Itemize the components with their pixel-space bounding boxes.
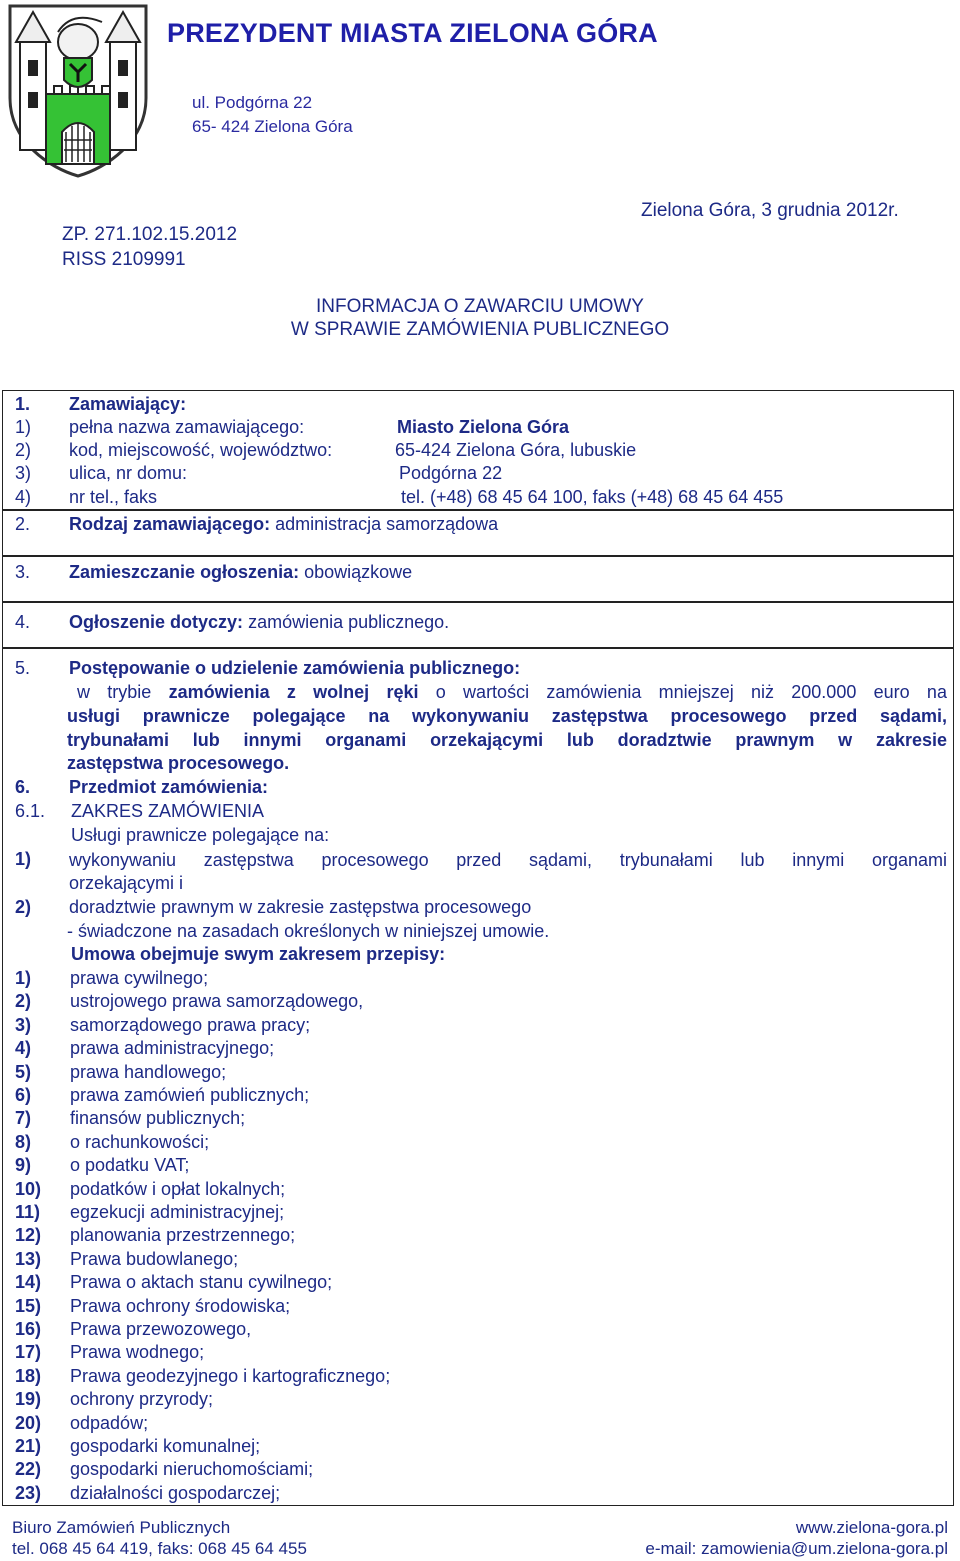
scope-item-label: Prawa przewozowego, <box>70 1319 252 1339</box>
section-1-heading: Zamawiający: <box>69 394 187 414</box>
scope-item-number: 15) <box>15 1295 42 1316</box>
scope-item-number: 20) <box>15 1412 42 1433</box>
scope-list-item <box>3 1435 960 1458</box>
section-5-paragraph-line2: usługi prawnicze polegające na wykonywaniu zastępstwa procesowego przed sądami, <box>67 706 947 726</box>
section-3-box <box>2 556 954 602</box>
footer-phone: tel. 068 45 64 419, faks: 068 45 64 455 <box>12 1539 307 1558</box>
address-street: ul. Podgórna 22 <box>192 93 313 112</box>
scope-item-label: działalności gospodarczej; <box>70 1482 281 1503</box>
scope-item-number: 19) <box>15 1389 42 1410</box>
section-4-number: 4. <box>15 612 31 632</box>
scope-item-number: 1) <box>15 968 32 988</box>
procedure-value: o wartości zamówienia mniejszej niż 200.000 euro na <box>435 682 947 702</box>
section-5-heading: Postępowanie o udzielenie zamówienia publicznego: <box>69 658 521 678</box>
scope-item-number: 8) <box>15 1131 32 1152</box>
service-1-line2: orzekającymi i <box>69 873 184 893</box>
scope-list-item <box>3 967 960 990</box>
scope-item-number: 3) <box>15 1014 32 1035</box>
scope-list-item <box>3 1224 960 1247</box>
scope-heading: Umowa obejmuje swym zakresem przepisy: <box>71 944 446 964</box>
section-2-number: 2. <box>15 514 31 534</box>
scope-item-label: Prawa ochrony środowiska; <box>70 1295 291 1316</box>
section-4-line <box>69 611 449 633</box>
section-5-paragraph-line3: trybunałami lub innymi organami orzekającymi lub doradztwie prawnym w zakresie <box>67 730 947 750</box>
scope-list-item <box>3 1318 960 1341</box>
address-city: 65- 424 Zielona Góra <box>192 117 353 136</box>
section-5-box <box>2 648 954 1506</box>
services-note: - świadczone na zasadach określonych w niniejszej umowie. <box>67 921 550 941</box>
section-2-line <box>69 513 498 535</box>
section-3-line <box>69 561 412 583</box>
scope-item-number: 4) <box>15 1038 32 1059</box>
section-5-paragraph-line4: zastępstwa procesowego. <box>67 753 290 773</box>
section-2-box <box>2 510 954 556</box>
footer-office: Biuro Zamówień Publicznych <box>12 1518 231 1537</box>
section-6-1-number: 6.1. <box>15 801 46 821</box>
scope-item-label: o podatku VAT; <box>70 1155 190 1176</box>
scope-list-item <box>3 1365 960 1388</box>
row-1-number: 1) <box>15 417 32 437</box>
scope-item-label: ustrojowego prawa samorządowego, <box>70 991 364 1012</box>
document-title-line2: W SPRAWIE ZAMÓWIENIA PUBLICZNEGO <box>290 319 670 340</box>
scope-item-label: prawa cywilnego; <box>70 968 209 988</box>
section-3-number: 3. <box>15 562 31 582</box>
scope-list-item <box>3 1271 960 1294</box>
scope-item-label: o rachunkowości; <box>70 1131 210 1152</box>
scope-item-label: gospodarki nieruchomościami; <box>70 1459 314 1480</box>
scope-item-number: 6) <box>15 1085 32 1105</box>
row-3-value: Podgórna 22 <box>399 463 503 483</box>
scope-list-item <box>3 1248 960 1271</box>
reference-zp: ZP. 271.102.15.2012 <box>62 224 238 245</box>
section-2-heading: Rodzaj zamawiającego: <box>69 514 271 534</box>
scope-list-item <box>3 1061 960 1084</box>
row-4-value: tel. (+48) 68 45 64 100, faks (+48) 68 45 64 455 <box>401 487 784 507</box>
row-2-value: 65-424 Zielona Góra, lubuskie <box>395 440 637 460</box>
scope-list-item <box>3 1131 960 1154</box>
scope-list-item <box>3 1084 960 1107</box>
scope-item-label: samorządowego prawa pracy; <box>70 1014 311 1035</box>
service-2-number: 2) <box>15 897 32 917</box>
scope-list-item <box>3 1014 960 1037</box>
scope-item-number: 12) <box>15 1225 42 1246</box>
scope-item-number: 9) <box>15 1155 32 1176</box>
section-4-value: zamówienia publicznego. <box>248 612 450 632</box>
scope-list-item <box>3 1107 960 1130</box>
reference-riss: RISS 2109991 <box>62 249 186 270</box>
section-1-box <box>2 390 954 510</box>
scope-list-item <box>3 1154 960 1177</box>
scope-item-label: Prawa wodnego; <box>70 1342 205 1363</box>
scope-item-label: prawa administracyjnego; <box>70 1038 275 1059</box>
scope-item-label: odpadów; <box>70 1412 149 1433</box>
section-4-heading: Ogłoszenie dotyczy: <box>69 612 244 632</box>
scope-list-item <box>3 1458 960 1481</box>
scope-item-number: 22) <box>15 1459 42 1480</box>
section-2-value: administracja samorządowa <box>275 514 499 534</box>
scope-item-label: prawa zamówień publicznych; <box>70 1085 310 1105</box>
row-4-number: 4) <box>15 487 32 507</box>
scope-list-item <box>3 1201 960 1224</box>
row-4-label: nr tel., faks <box>69 487 158 507</box>
row-3-label: ulica, nr domu: <box>69 463 188 483</box>
scope-item-number: 10) <box>15 1178 42 1199</box>
service-1-line1: wykonywaniu zastępstwa procesowego przed sądami, trybunałami lub innymi organami <box>69 850 947 870</box>
section-5-number: 5. <box>15 658 31 678</box>
scope-list-item <box>3 1388 960 1411</box>
section-6-number: 6. <box>15 777 31 797</box>
scope-item-label: gospodarki komunalnej; <box>70 1436 261 1456</box>
scope-list-item <box>3 1178 960 1201</box>
section-6-1-heading: ZAKRES ZAMÓWIENIA <box>71 801 265 821</box>
document-date: Zielona Góra, 3 grudnia 2012r. <box>641 200 899 221</box>
scope-item-label: prawa handlowego; <box>70 1061 227 1082</box>
row-2-label: kod, miejscowość, województwo: <box>69 440 333 460</box>
section-3-value: obowiązkowe <box>304 562 413 582</box>
scope-list-item <box>3 990 960 1013</box>
scope-item-label: egzekucji administracyjnej; <box>70 1202 285 1222</box>
row-2-number: 2) <box>15 440 32 460</box>
scope-list-item <box>3 1482 960 1505</box>
footer-website-link[interactable]: www.zielona-gora.pl <box>795 1518 948 1537</box>
scope-item-number: 21) <box>15 1436 42 1456</box>
scope-item-number: 14) <box>15 1272 42 1293</box>
footer-email-link[interactable]: e-mail: zamowienia@um.zielona-gora.pl <box>645 1539 948 1558</box>
scope-list-item <box>3 1295 960 1318</box>
section-6-heading: Przedmiot zamówienia: <box>69 777 269 797</box>
scope-item-number: 2) <box>15 991 32 1012</box>
document-title-line1: INFORMACJA O ZAWARCIU UMOWY <box>316 296 644 317</box>
scope-item-label: Prawa o aktach stanu cywilnego; <box>70 1272 333 1293</box>
scope-item-number: 7) <box>15 1108 32 1129</box>
scope-item-number: 16) <box>15 1319 42 1339</box>
service-2-text: doradztwie prawnym w zakresie zastępstwa procesowego <box>69 897 532 917</box>
scope-list-item <box>3 1037 960 1060</box>
scope-item-number: 13) <box>15 1248 42 1269</box>
section-4-box <box>2 602 954 648</box>
scope-list-item <box>3 1412 960 1435</box>
scope-item-label: planowania przestrzennego; <box>70 1225 296 1246</box>
scope-item-label: Prawa budowlanego; <box>70 1248 239 1269</box>
row-1-label: pełna nazwa zamawiającego: <box>69 417 305 437</box>
scope-list-item <box>3 1341 960 1364</box>
city-crest-logo <box>6 2 150 178</box>
scope-item-number: 5) <box>15 1061 32 1082</box>
service-1-number: 1) <box>15 849 32 869</box>
organization-name: PREZYDENT MIASTA ZIELONA GÓRA <box>167 18 658 48</box>
scope-item-label: finansów publicznych; <box>70 1108 246 1129</box>
section-5-paragraph-line1 <box>77 680 947 704</box>
procedure-mode: zamówienia z wolnej ręki <box>168 682 419 702</box>
scope-item-label: ochrony przyrody; <box>70 1389 214 1410</box>
services-intro: Usługi prawnicze polegające na: <box>71 825 330 845</box>
scope-item-number: 17) <box>15 1342 42 1363</box>
scope-item-label: Prawa geodezyjnego i kartograficznego; <box>70 1365 391 1386</box>
row-3-number: 3) <box>15 463 32 483</box>
scope-item-number: 11) <box>15 1202 41 1222</box>
scope-item-number: 23) <box>15 1482 42 1503</box>
scope-item-label: podatków i opłat lokalnych; <box>70 1178 286 1199</box>
scope-item-number: 18) <box>15 1365 42 1386</box>
section-3-heading: Zamieszczanie ogłoszenia: <box>69 562 300 582</box>
procedure-mode-prefix: w trybie <box>77 682 152 702</box>
section-1-number: 1. <box>15 394 31 414</box>
row-1-value: Miasto Zielona Góra <box>397 417 570 437</box>
